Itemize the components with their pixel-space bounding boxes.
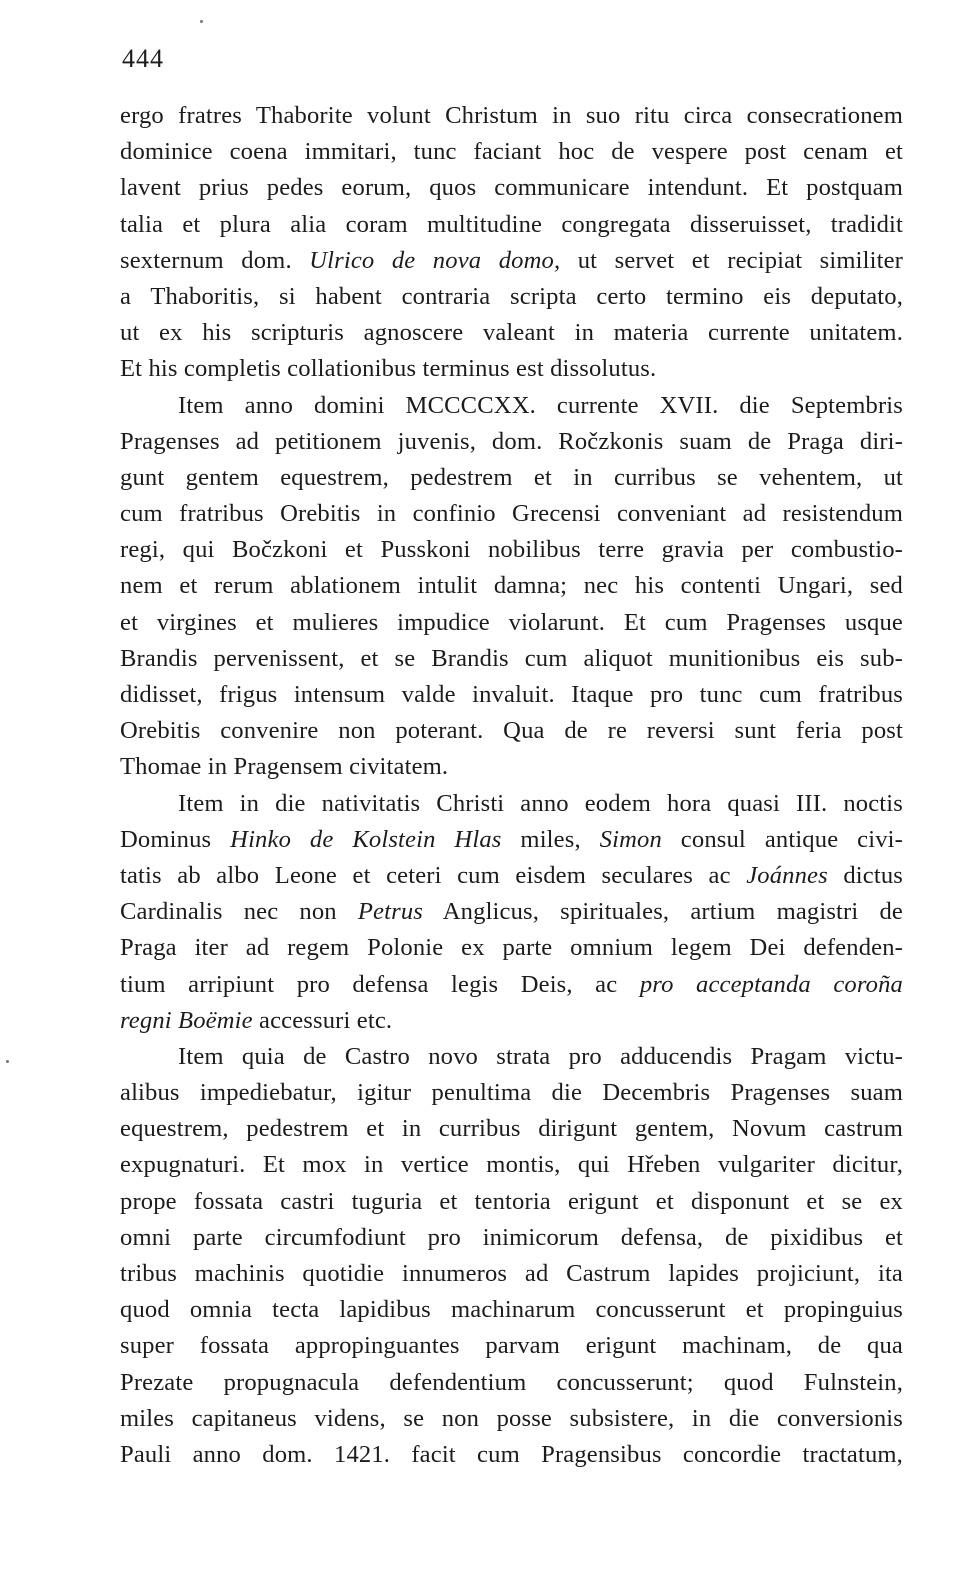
text-run: a Thaboritis, si habent contraria scripta certo termino eis deputato,: [120, 282, 903, 310]
text-run: consul antique civi-: [661, 825, 903, 853]
text-line: [120, 1328, 903, 1364]
text-line: [120, 1220, 903, 1256]
text-run: dominice coena immitari, tunc faciant hoc de vespere post cenam et: [120, 138, 903, 166]
text-run: Praga iter ad regem Polonie ex parte omnium legem Dei defenden-: [120, 934, 903, 962]
text-line: [120, 279, 903, 315]
text-run: Et his completis collationibus terminus est dissolutus.: [120, 355, 657, 383]
text-line: [120, 930, 903, 966]
text-line: [120, 1003, 903, 1039]
text-line: [120, 1292, 903, 1328]
text-run: Item anno domini MCCCCXX. currente XVII. die Septembris: [178, 391, 903, 419]
text-run: quod omnia tecta lapidibus machinarum concusserunt et propinguius: [120, 1296, 903, 1324]
text-run: miles,: [501, 825, 600, 853]
text-line: [120, 351, 903, 387]
text-run: omni parte circumfodiunt pro inimicorum defensa, de pixidibus et: [120, 1223, 903, 1251]
text-line: [120, 1147, 903, 1183]
text-line: [120, 315, 903, 351]
italic-text-run: Joánnes: [746, 861, 828, 889]
text-run: prope fossata castri tuguria et tentoria erigunt et disponunt et se ex: [120, 1187, 903, 1215]
text-line: [120, 749, 903, 785]
italic-text-run: Simon: [599, 825, 662, 853]
italic-text-run: pro acceptanda coroña: [639, 970, 904, 998]
text-line: [120, 207, 903, 243]
text-run: equestrem, pedestrem et in curribus dirigunt gentem, Novum castrum: [120, 1115, 903, 1143]
text-run: Orebitis convenire non poterant. Qua de re reversi sunt feria post: [120, 717, 903, 745]
text-line: [120, 894, 903, 930]
text-line: [120, 460, 903, 496]
text-run: ergo fratres Thaborite volunt Christum in suo ritu circa consecrationem: [120, 102, 903, 129]
text-line: [120, 532, 903, 568]
text-run: sexternum dom.: [120, 246, 310, 274]
text-line: [120, 677, 903, 713]
text-run: didisset, frigus intensum valde invaluit. Itaque pro tunc cum fratribus: [120, 681, 903, 708]
scan-speck: [6, 1060, 9, 1063]
text-run: Brandis pervenissent, et se Brandis cum aliquot munitionibus eis sub-: [120, 644, 903, 672]
text-line: [120, 134, 903, 170]
text-run: Item quia de Castro novo strata pro adducendis Pragam victu-: [178, 1042, 903, 1070]
text-line: [120, 967, 903, 1003]
text-run: regi, qui Bočzkoni et Pusskoni nobilibus terre gravia per combustio-: [120, 536, 903, 564]
text-line: [120, 1075, 903, 1111]
text-run: Prezate propugnacula defendentium concusserunt; quod Fulnstein,: [120, 1368, 903, 1396]
text-line: [120, 605, 903, 641]
italic-text-run: Ulrico de nova domo,: [309, 246, 561, 274]
text-run: tribus machinis quotidie innumeros ad Castrum lapides projiciunt, ita: [120, 1260, 903, 1287]
text-run: Anglicus, spirituales, artium magistri de: [423, 898, 903, 926]
text-run: tium arripiunt pro defensa legis Deis, ac: [120, 970, 640, 998]
text-run: ut ex his scripturis agnoscere valeant in materia currente unitatem.: [120, 319, 903, 347]
scan-speck: [200, 20, 203, 23]
text-line: [120, 1365, 903, 1401]
text-run: miles capitaneus videns, se non posse subsistere, in die conversionis: [120, 1404, 903, 1432]
text-line: [120, 496, 903, 532]
text-line: [120, 1256, 903, 1292]
text-line: [120, 424, 903, 460]
italic-text-run: Petrus: [357, 898, 423, 926]
text-line: [120, 713, 903, 749]
text-line: [120, 568, 903, 604]
italic-text-run: regni Boëmie: [120, 1006, 253, 1034]
text-line: [120, 1111, 903, 1147]
text-run: gunt gentem equestrem, pedestrem et in curribus se vehentem, ut: [120, 463, 903, 491]
text-run: Thomae in Pragensem civitatem.: [120, 753, 449, 781]
text-run: talia et plura alia coram multitudine congregata disseruisset, tradidit: [120, 210, 903, 238]
text-run: Cardinalis nec non: [120, 898, 358, 926]
text-run: lavent prius pedes eorum, quos communicare intendunt. Et postquam: [120, 174, 903, 202]
text-run: Dominus: [120, 825, 231, 853]
text-run: Pragenses ad petitionem juvenis, dom. Ročzkonis suam de Praga diri-: [120, 427, 903, 455]
italic-text-run: Hinko de Kolstein Hlas: [230, 825, 502, 853]
text-line: [120, 1039, 903, 1075]
text-line: [120, 98, 903, 134]
page-number: 444: [122, 44, 164, 73]
text-run: alibus impediebatur, igitur penultima die Decembris Pragenses suam: [120, 1079, 903, 1107]
text-line: [120, 243, 903, 279]
text-run: ut servet et recipiat similiter: [560, 246, 903, 274]
text-run: accessuri etc.: [252, 1006, 393, 1034]
text-line: [120, 641, 903, 677]
text-run: Item in die nativitatis Christi anno eodem hora quasi III. noctis: [178, 789, 903, 817]
text-run: tatis ab albo Leone et ceteri cum eisdem seculares ac: [120, 861, 747, 889]
text-run: Pauli anno dom. 1421. facit cum Pragensibus concordie tractatum,: [120, 1440, 903, 1468]
text-run: cum fratribus Orebitis in confinio Grecensi conveniant ad resistendum: [120, 500, 903, 528]
text-line: [120, 1401, 903, 1437]
text-line: [120, 388, 903, 424]
text-line: [120, 170, 903, 206]
text-run: super fossata appropinguantes parvam erigunt machinam, de qua: [120, 1332, 903, 1360]
body-text: [120, 98, 903, 1473]
text-line: [120, 1437, 903, 1473]
text-run: dictus: [827, 861, 904, 889]
text-line: [120, 858, 903, 894]
text-run: expugnaturi. Et mox in vertice montis, qui Hřeben vulgariter dicitur,: [120, 1151, 903, 1179]
text-line: [120, 786, 903, 822]
text-run: et virgines et mulieres impudice violarunt. Et cum Pragenses usque: [120, 608, 903, 636]
text-run: nem et rerum ablationem intulit damna; nec his contenti Ungari, sed: [120, 572, 903, 600]
text-line: [120, 1184, 903, 1220]
text-line: [120, 822, 903, 858]
